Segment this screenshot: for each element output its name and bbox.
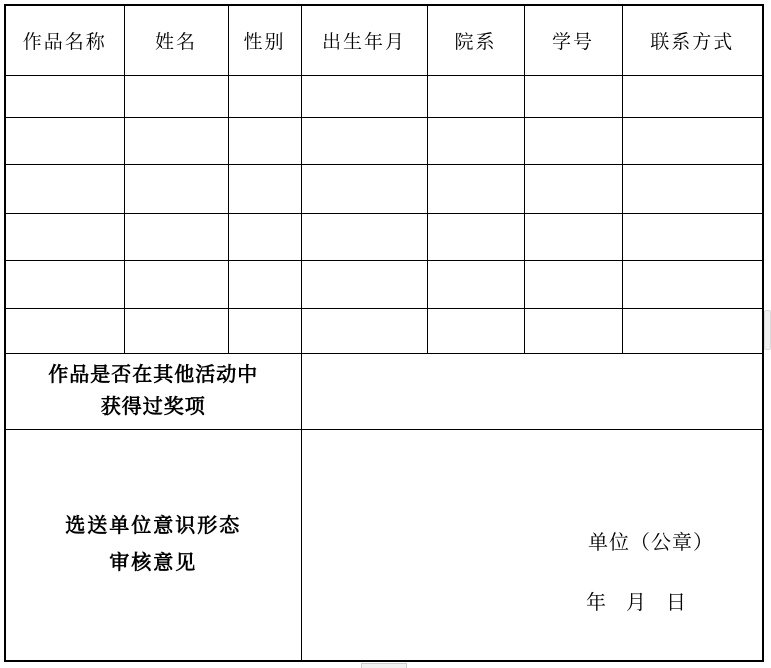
award-question-row xyxy=(5,353,763,429)
vertical-scrollbar-thumb[interactable] xyxy=(764,310,771,350)
empty-cell-r5-c6[interactable] xyxy=(524,260,622,308)
header-name: 姓名 xyxy=(124,5,228,75)
empty-cell-r4-c3[interactable] xyxy=(228,213,301,260)
empty-cell-r5-c4[interactable] xyxy=(301,260,427,308)
empty-cell-r1-c3[interactable] xyxy=(228,75,301,117)
empty-cell-r2-c1[interactable] xyxy=(5,117,124,164)
empty-cell-r5-c2[interactable] xyxy=(124,260,228,308)
header-birth-date: 出生年月 xyxy=(301,5,427,75)
empty-cell-r3-c2[interactable] xyxy=(124,164,228,213)
empty-cell-r2-c2[interactable] xyxy=(124,117,228,164)
review-opinion-label-cell xyxy=(5,429,301,661)
header-student-id: 学号 xyxy=(524,5,622,75)
unit-seal-label: 单位（公章） xyxy=(588,531,714,554)
header-work-title: 作品名称 xyxy=(5,5,124,75)
empty-cell-r5-c7[interactable] xyxy=(622,260,763,308)
empty-cell-r5-c5[interactable] xyxy=(427,260,524,308)
empty-cell-r3-c6[interactable] xyxy=(524,164,622,213)
empty-cell-r6-c5[interactable] xyxy=(427,308,524,353)
review-opinion-line1: 选送单位意识形态 xyxy=(65,514,242,537)
empty-cell-r2-c6[interactable] xyxy=(524,117,622,164)
empty-row-3 xyxy=(5,164,763,213)
empty-cell-r2-c4[interactable] xyxy=(301,117,427,164)
empty-cell-r3-c5[interactable] xyxy=(427,164,524,213)
empty-row-5 xyxy=(5,260,763,308)
empty-cell-r4-c1[interactable] xyxy=(5,213,124,260)
empty-cell-r6-c4[interactable] xyxy=(301,308,427,353)
header-contact: 联系方式 xyxy=(622,5,763,75)
empty-cell-r5-c1[interactable] xyxy=(5,260,124,308)
empty-cell-r1-c4[interactable] xyxy=(301,75,427,117)
empty-cell-r4-c5[interactable] xyxy=(427,213,524,260)
horizontal-scrollbar-thumb[interactable] xyxy=(361,663,407,668)
empty-cell-r6-c1[interactable] xyxy=(5,308,124,353)
empty-cell-r3-c3[interactable] xyxy=(228,164,301,213)
award-question-label-cell xyxy=(5,353,301,429)
review-opinion-line2: 审核意见 xyxy=(109,551,198,574)
empty-cell-r3-c1[interactable] xyxy=(5,164,124,213)
empty-cell-r1-c6[interactable] xyxy=(524,75,622,117)
empty-cell-r6-c2[interactable] xyxy=(124,308,228,353)
empty-cell-r4-c4[interactable] xyxy=(301,213,427,260)
empty-fill-rows xyxy=(5,75,763,353)
empty-cell-r3-c7[interactable] xyxy=(622,164,763,213)
empty-cell-r3-c4[interactable] xyxy=(301,164,427,213)
empty-cell-r6-c7[interactable] xyxy=(622,308,763,353)
empty-row-6 xyxy=(5,308,763,353)
empty-cell-r4-c7[interactable] xyxy=(622,213,763,260)
empty-cell-r2-c3[interactable] xyxy=(228,117,301,164)
empty-cell-r1-c1[interactable] xyxy=(5,75,124,117)
empty-cell-r2-c7[interactable] xyxy=(622,117,763,164)
empty-cell-r5-c3[interactable] xyxy=(228,260,301,308)
header-department: 院系 xyxy=(427,5,524,75)
header-gender: 性别 xyxy=(228,5,301,75)
empty-row-2 xyxy=(5,117,763,164)
empty-cell-r4-c2[interactable] xyxy=(124,213,228,260)
empty-cell-r2-c5[interactable] xyxy=(427,117,524,164)
review-opinion-row xyxy=(5,429,763,661)
award-answer-cell[interactable] xyxy=(301,353,763,429)
award-question-line1: 作品是否在其他活动中 xyxy=(48,364,259,386)
header-row xyxy=(5,5,763,75)
empty-cell-r1-c2[interactable] xyxy=(124,75,228,117)
application-form-table xyxy=(4,4,764,662)
empty-cell-r6-c3[interactable] xyxy=(228,308,301,353)
empty-cell-r6-c6[interactable] xyxy=(524,308,622,353)
award-question-line2: 获得过奖项 xyxy=(100,396,206,418)
empty-cell-r4-c6[interactable] xyxy=(524,213,622,260)
signature-block xyxy=(302,430,763,661)
empty-cell-r1-c5[interactable] xyxy=(427,75,524,117)
review-opinion-content-cell[interactable] xyxy=(301,429,763,661)
date-line-label: 年 月 日 xyxy=(586,591,686,614)
empty-row-4 xyxy=(5,213,763,260)
empty-row-1 xyxy=(5,75,763,117)
empty-cell-r1-c7[interactable] xyxy=(622,75,763,117)
